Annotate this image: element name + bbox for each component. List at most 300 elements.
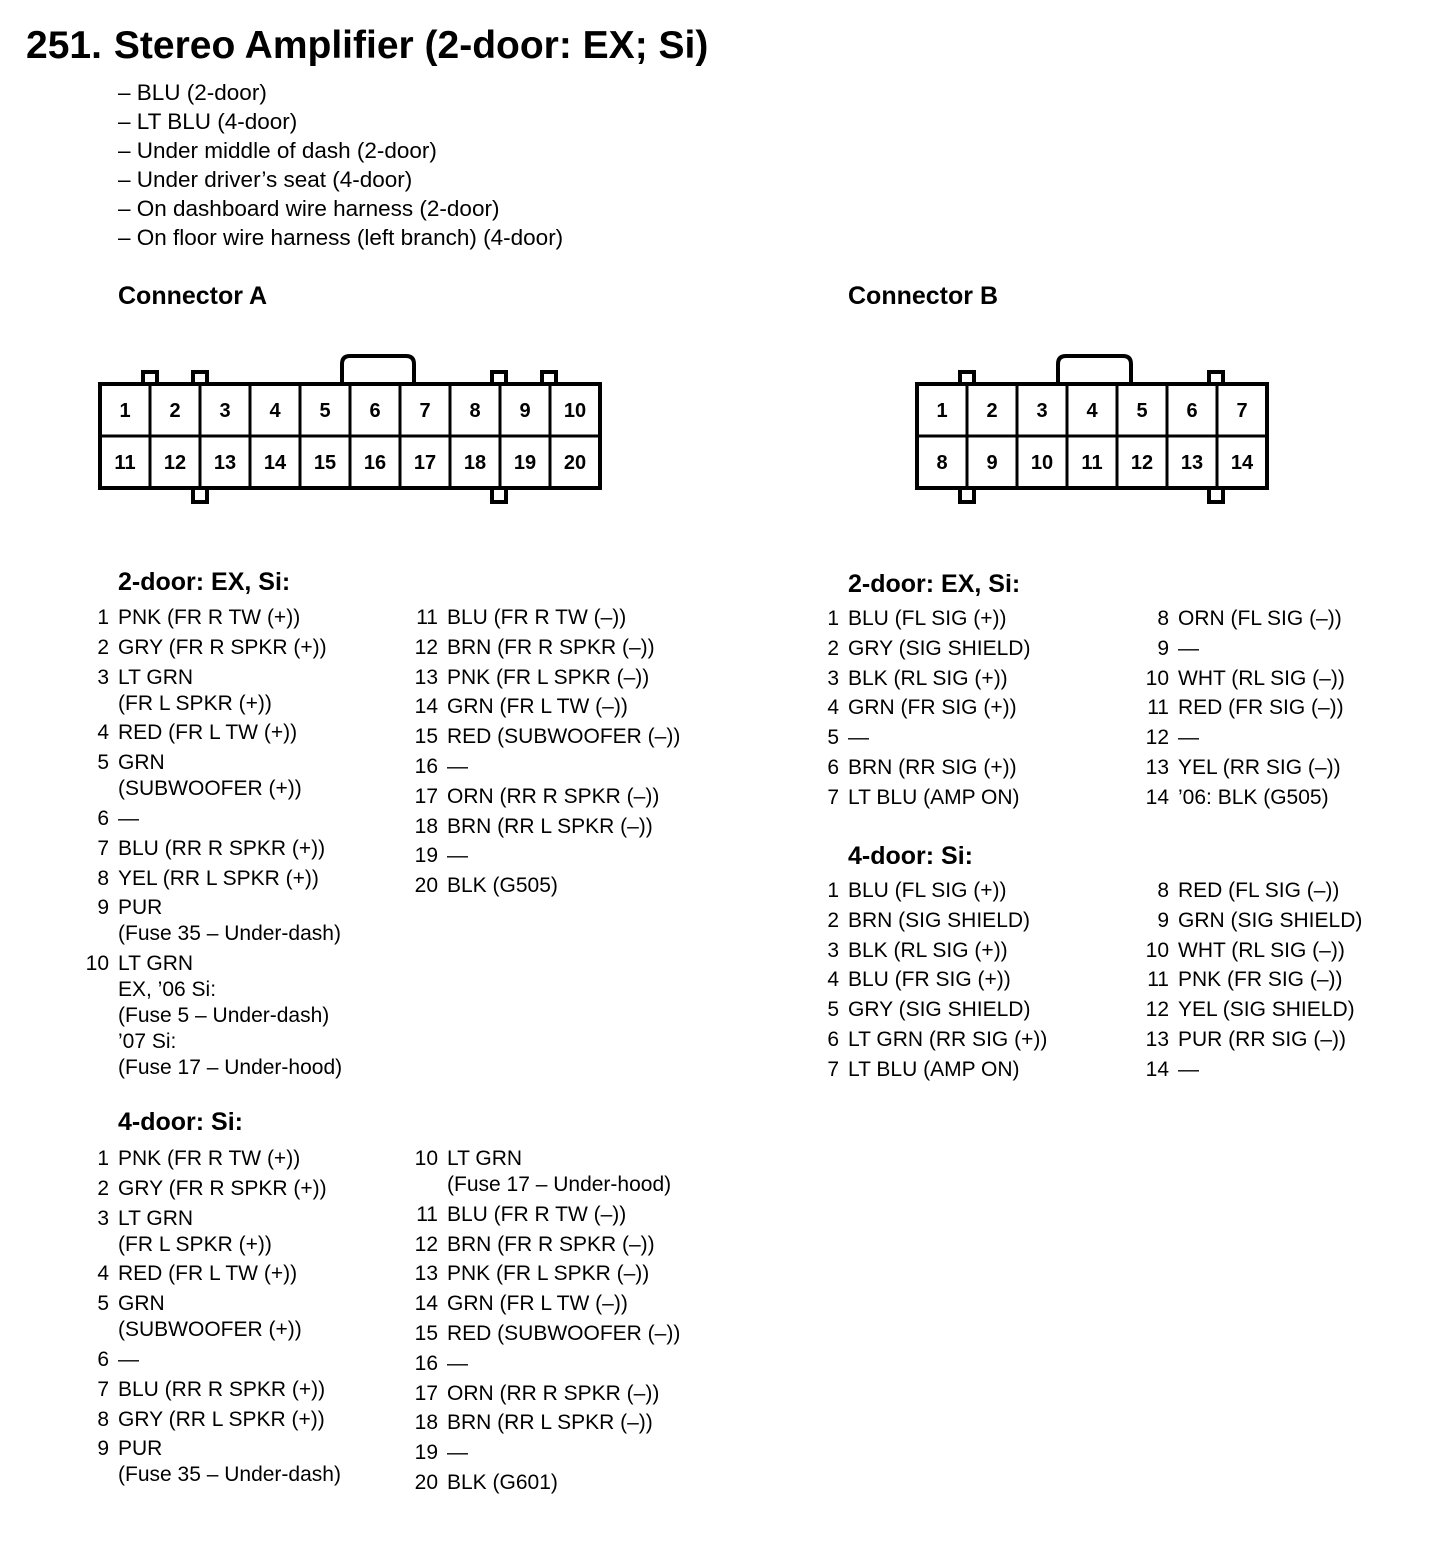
- pin-description-line: LT BLU (AMP ON): [848, 785, 1020, 809]
- pin-description-line: —: [118, 1347, 139, 1371]
- pin-description-line: YEL (RR SIG (–)): [1178, 755, 1341, 779]
- pin-entry: [414, 694, 680, 724]
- pin-number: 1: [97, 606, 109, 629]
- pin-description: [118, 1261, 341, 1287]
- pin-description: [447, 694, 680, 720]
- pin-description: [848, 997, 1047, 1023]
- info-line: – On floor wire harness (left branch) (4-door): [118, 225, 564, 250]
- pin-description-line: (Fuse 35 – Under-dash): [118, 1463, 341, 1487]
- pin-cell-label: 13: [213, 452, 237, 474]
- pin-description-line: RED (FR L TW (+)): [118, 721, 298, 745]
- pin-cell-label: 18: [463, 452, 487, 474]
- pin-number: 11: [1147, 968, 1169, 992]
- pin-entry: [97, 866, 342, 896]
- pin-description-line: YEL (SIG SHIELD): [1178, 998, 1355, 1022]
- pin-description: [1178, 997, 1362, 1023]
- pin-number: 1: [97, 1147, 109, 1170]
- pin-description-line: RED (SUBWOOFER (–)): [447, 1321, 681, 1345]
- pin-number: 12: [1145, 998, 1169, 1022]
- pin-description: [848, 666, 1030, 692]
- pin-entry: [414, 1146, 680, 1202]
- pin-number: 3: [97, 665, 109, 689]
- pin-description: [118, 806, 342, 832]
- pin-description: [1178, 1027, 1362, 1053]
- pin-description: [118, 605, 342, 631]
- pin-number: 9: [97, 1437, 109, 1461]
- pin-number: 15: [414, 1321, 438, 1345]
- pin-description: [447, 724, 680, 750]
- pin-number: 9: [1157, 636, 1169, 660]
- pin-cell-label: 14: [1230, 452, 1254, 474]
- pin-description: [118, 836, 342, 862]
- pin-cell-label: 15: [313, 452, 337, 474]
- pin-entry: [827, 666, 1030, 696]
- pin-description: [848, 695, 1030, 721]
- pin-entry: [414, 635, 680, 665]
- pin-description-line: YEL (RR L SPKR (+)): [118, 866, 319, 890]
- pin-number: 6: [97, 806, 109, 830]
- pin-description: [1178, 725, 1345, 751]
- pin-description-line: —: [447, 754, 468, 778]
- pin-description: [118, 866, 342, 892]
- pin-entry: [827, 785, 1030, 815]
- info-line: – Under middle of dash (2-door): [118, 138, 437, 163]
- pin-description-line: GRY (SIG SHIELD): [848, 636, 1031, 660]
- pin-number: 18: [414, 814, 438, 838]
- info-line: – LT BLU (4-door): [118, 109, 298, 134]
- pin-number: 1: [827, 607, 839, 630]
- pin-description: [1178, 938, 1362, 964]
- pin-description: [447, 843, 680, 869]
- pin-description-line: GRN (FR SIG (+)): [848, 696, 1017, 720]
- pin-description-line: (Fuse 5 – Under-dash): [118, 1004, 330, 1028]
- pin-description: [447, 605, 680, 631]
- pin-entry: [827, 938, 1047, 968]
- pin-description-line: —: [1178, 1057, 1199, 1081]
- pin-description-line: (Fuse 35 – Under-dash): [118, 922, 341, 946]
- pin-entry: [414, 724, 681, 754]
- pin-description-line: (SUBWOOFER (+)): [118, 777, 302, 801]
- pin-description: [447, 1410, 680, 1436]
- pin-description-line: RED (SUBWOOFER (–)): [447, 725, 681, 749]
- pin-description-line: PNK (FR L SPKR (–)): [447, 665, 650, 689]
- connector-a-2door-heading: 2-door: EX, Si:: [118, 568, 291, 596]
- pin-description-line: (Fuse 17 – Under-hood): [118, 1056, 343, 1080]
- pin-description-line: PUR: [118, 896, 163, 920]
- pin-cell-label: 11: [114, 452, 136, 474]
- pin-description: [447, 1440, 680, 1466]
- pin-cell-label: 6: [1186, 400, 1198, 422]
- pin-entry: [1145, 725, 1345, 755]
- pin-entry: [1145, 755, 1345, 785]
- pin-description: [447, 873, 680, 899]
- pin-entry: [414, 1291, 680, 1321]
- info-line: – Under driver’s seat (4-door): [118, 167, 413, 192]
- pin-entry: [414, 1410, 680, 1440]
- pin-entry: [414, 784, 680, 814]
- pin-cell-label: 5: [319, 400, 331, 422]
- pin-description-line: BRN (RR L SPKR (–)): [447, 1411, 653, 1435]
- pin-description-line: BRN (FR R SPKR (–)): [447, 1232, 655, 1256]
- pin-number: 4: [97, 721, 109, 745]
- pin-description: [848, 725, 1030, 751]
- pin-number: 13: [1145, 755, 1169, 779]
- pin-entry: [1145, 997, 1362, 1027]
- pin-description-line: BLU (FR R TW (–)): [447, 606, 627, 629]
- pin-cell-label: 19: [513, 452, 537, 474]
- pin-cell-label: 14: [263, 452, 287, 474]
- pin-description: [447, 784, 680, 810]
- pin-description: [447, 1351, 680, 1377]
- pin-description: [118, 1176, 341, 1202]
- pin-description-line: PUR (RR SIG (–)): [1178, 1027, 1346, 1051]
- connector-a-4door-pins-col2: [414, 1146, 681, 1500]
- pin-number: 6: [827, 755, 839, 779]
- pin-entry: [416, 1202, 680, 1232]
- pin-description-line: GRN (SIG SHIELD): [1178, 908, 1363, 932]
- pin-description-line: PNK (FR R TW (+)): [118, 1147, 301, 1170]
- pin-entry: [414, 1470, 680, 1500]
- pin-description-line: —: [118, 806, 139, 830]
- pin-cell-label: 6: [369, 400, 381, 422]
- pin-number: 5: [97, 1292, 109, 1316]
- pin-description-line: —: [848, 726, 869, 750]
- connector-a-label: Connector A: [118, 282, 268, 310]
- pin-number: 11: [416, 606, 438, 629]
- pin-description-line: ORN (RR R SPKR (–)): [447, 1381, 660, 1405]
- pin-description: [118, 1436, 341, 1488]
- pin-cell-label: 8: [936, 452, 948, 474]
- pin-number: 8: [97, 1407, 109, 1431]
- pin-description-line: BLU (FL SIG (+)): [848, 607, 1007, 630]
- pin-description-line: PNK (FR L SPKR (–)): [447, 1262, 650, 1286]
- pin-cell-label: 12: [163, 452, 187, 474]
- pin-cell-label: 5: [1136, 400, 1148, 422]
- pin-entry: [1157, 908, 1363, 938]
- pin-entry: [827, 997, 1047, 1027]
- pin-number: 16: [414, 1351, 438, 1375]
- pin-description: [118, 635, 342, 661]
- pin-number: 11: [1147, 696, 1169, 720]
- pin-description: [447, 1232, 680, 1258]
- pin-description-line: BRN (SIG SHIELD): [848, 908, 1031, 932]
- connector-latch: [1058, 356, 1131, 384]
- pin-number: 13: [1145, 1027, 1169, 1051]
- connector-b-2door-pins-col1: [827, 606, 1031, 815]
- pin-entry: [1145, 785, 1345, 815]
- pin-description: [1178, 755, 1345, 781]
- pin-number: 8: [97, 866, 109, 890]
- pin-entry: [97, 1377, 341, 1407]
- pin-entry: [414, 1440, 680, 1470]
- pin-description-line: —: [447, 844, 468, 868]
- pin-number: 17: [414, 1381, 438, 1405]
- pin-entry: [414, 1261, 680, 1291]
- pin-description-line: WHT (RL SIG (–)): [1178, 666, 1345, 690]
- pin-entry: [1157, 636, 1345, 666]
- pin-entry: [97, 895, 342, 951]
- pin-description: [447, 1470, 680, 1496]
- pin-description-line: LT GRN: [447, 1147, 523, 1170]
- pin-number: 19: [414, 1441, 438, 1465]
- pin-entry: [97, 1291, 341, 1347]
- pin-description: [447, 814, 680, 840]
- pin-description: [1178, 1057, 1362, 1083]
- pin-description-line: RED (FR L TW (+)): [118, 1262, 298, 1286]
- pin-number: 10: [1145, 938, 1169, 962]
- pin-number: 11: [416, 1202, 438, 1226]
- pin-entry: [827, 1027, 1048, 1057]
- pin-description: [1178, 695, 1345, 721]
- pin-description-line: GRY (FR R SPKR (+)): [118, 1176, 327, 1200]
- pin-description: [118, 750, 342, 802]
- connector-a-4door-pins-col1: [97, 1146, 341, 1492]
- pin-description: [118, 720, 342, 746]
- pin-number: 13: [414, 665, 438, 689]
- pin-entry: [1147, 967, 1362, 997]
- pin-description-line: LT BLU (AMP ON): [848, 1057, 1020, 1081]
- pin-number: 17: [414, 784, 438, 808]
- pin-description-line: —: [447, 1351, 468, 1375]
- pin-cell-label: 10: [1030, 452, 1054, 474]
- pin-entry: [97, 1436, 341, 1492]
- pin-entry: [827, 695, 1030, 725]
- pin-description-line: ’07 Si:: [118, 1030, 177, 1054]
- pin-entry: [414, 754, 680, 784]
- pin-entry: [414, 843, 680, 873]
- pin-description-line: BLK (G505): [447, 874, 558, 898]
- pin-entry: [1145, 666, 1345, 696]
- pin-entry: [414, 873, 680, 903]
- pin-entry: [97, 1407, 341, 1437]
- connector-a-2door-pins-col1: [85, 605, 343, 1085]
- pin-description-line: ORN (FL SIG (–)): [1178, 607, 1342, 630]
- pin-description-line: —: [1178, 636, 1199, 660]
- pin-number: 7: [827, 1057, 839, 1081]
- pin-cell-label: 16: [363, 452, 387, 474]
- pin-number: 14: [414, 695, 438, 719]
- page-number: 251.: [26, 24, 102, 67]
- pin-description: [1178, 967, 1362, 993]
- pin-description-line: (SUBWOOFER (+)): [118, 1318, 302, 1342]
- pin-description-line: RED (FR SIG (–)): [1178, 696, 1344, 720]
- page-title-text: Stereo Amplifier (2-door: EX; Si): [113, 24, 709, 67]
- connector-b-4door-heading: 4-door: Si:: [848, 842, 973, 870]
- info-line: – BLU (2-door): [118, 80, 267, 105]
- pin-description: [447, 1261, 680, 1287]
- pin-description-line: BRN (RR SIG (+)): [848, 755, 1017, 779]
- pin-entry: [827, 755, 1030, 785]
- pin-cell-label: 3: [219, 400, 231, 422]
- pin-number: 4: [827, 696, 839, 720]
- pin-entry: [1145, 938, 1362, 968]
- pin-description-line: BLU (FL SIG (+)): [848, 879, 1007, 902]
- pin-entry: [97, 1146, 341, 1176]
- pin-number: 3: [827, 938, 839, 962]
- pin-entry: [827, 967, 1047, 997]
- pin-number: 4: [97, 1262, 109, 1286]
- pin-cell-label: 4: [269, 400, 281, 422]
- pin-number: 2: [827, 908, 839, 932]
- pin-number: 19: [414, 844, 438, 868]
- pin-cell-label: 9: [986, 452, 998, 474]
- pin-number: 14: [1145, 1057, 1169, 1081]
- pin-number: 2: [97, 1176, 109, 1200]
- pin-description: [447, 1321, 680, 1347]
- pin-description-line: GRN (FR L TW (–)): [447, 695, 628, 719]
- pin-number: 3: [97, 1206, 109, 1230]
- pin-number: 15: [414, 725, 438, 749]
- pin-entry: [1145, 1057, 1362, 1087]
- pin-number: 7: [97, 1377, 109, 1401]
- pin-number: 12: [1145, 726, 1169, 750]
- pin-description-line: —: [447, 1441, 468, 1465]
- pin-description-line: LT GRN: [118, 665, 194, 689]
- pin-number: 5: [827, 998, 839, 1022]
- pin-cell-label: 4: [1086, 400, 1098, 422]
- pin-description: [118, 1206, 341, 1258]
- pin-description: [848, 785, 1030, 811]
- pin-cell-label: 3: [1036, 400, 1048, 422]
- pin-description: [1178, 666, 1345, 692]
- pin-entry: [97, 665, 342, 721]
- pin-entry: [414, 665, 680, 695]
- connector-b-diagram: [913, 350, 1273, 508]
- pin-cell-label: 12: [1130, 452, 1154, 474]
- pin-description: [118, 665, 342, 717]
- pin-description-line: LT GRN (RR SIG (+)): [848, 1027, 1048, 1051]
- pin-entry: [414, 1321, 681, 1351]
- pin-description-line: BLU (RR R SPKR (+)): [118, 836, 326, 860]
- pin-description-line: GRY (SIG SHIELD): [848, 998, 1031, 1022]
- pin-entry: [97, 605, 342, 635]
- pin-description-line: GRY (RR L SPKR (+)): [118, 1407, 325, 1431]
- pin-description: [118, 1377, 341, 1403]
- pin-number: 1: [827, 879, 839, 902]
- pin-description-line: —: [1178, 726, 1199, 750]
- pin-description: [848, 967, 1047, 993]
- pin-number: 7: [827, 785, 839, 809]
- pin-cell-label: 1: [936, 400, 948, 422]
- pin-cell-label: 17: [413, 452, 437, 474]
- connector-a-4door-heading: 4-door: Si:: [118, 1108, 243, 1136]
- pin-number: 6: [97, 1347, 109, 1371]
- pin-number: 14: [1145, 785, 1169, 809]
- pin-description-line: PUR: [118, 1437, 163, 1461]
- pin-description-line: GRN (FR L TW (–)): [447, 1292, 628, 1316]
- pin-description-line: BLK (RL SIG (+)): [848, 938, 1008, 962]
- pin-entry: [827, 1057, 1047, 1087]
- pin-entry: [414, 1232, 680, 1262]
- pin-description-line: BLK (G601): [447, 1470, 558, 1494]
- pin-number: 13: [414, 1262, 438, 1286]
- pin-entry: [85, 951, 343, 1085]
- pin-description: [118, 1146, 341, 1172]
- pin-description: [1178, 636, 1345, 662]
- pin-description-line: WHT (RL SIG (–)): [1178, 938, 1345, 962]
- pin-cell-label: 9: [519, 400, 531, 422]
- connector-b-2door-pins-col2: [1145, 606, 1345, 815]
- pin-description-line: RED (FL SIG (–)): [1178, 879, 1340, 902]
- pin-entry: [97, 1206, 341, 1262]
- pin-description: [447, 754, 680, 780]
- pin-description: [848, 606, 1030, 632]
- pin-description-line: GRN: [118, 1292, 165, 1316]
- connector-b-4door-pins-col1: [827, 878, 1048, 1087]
- pin-entry: [416, 605, 680, 635]
- pin-cell-label: 7: [1236, 400, 1248, 422]
- pin-number: 12: [414, 635, 438, 659]
- pin-description-line: GRY (FR R SPKR (+)): [118, 635, 327, 659]
- pin-entry: [414, 814, 680, 844]
- info-line: – On dashboard wire harness (2-door): [118, 196, 500, 221]
- pin-description-line: BLU (FR R TW (–)): [447, 1202, 627, 1226]
- pin-number: 3: [827, 666, 839, 690]
- pin-number: 5: [827, 726, 839, 750]
- pin-entry: [97, 836, 342, 866]
- pin-number: 8: [1157, 879, 1169, 902]
- pin-cell-label: 7: [419, 400, 431, 422]
- pin-number: 9: [1157, 908, 1169, 932]
- pin-number: 16: [414, 754, 438, 778]
- pin-number: 2: [827, 636, 839, 660]
- pin-description-line: BLU (RR R SPKR (+)): [118, 1377, 326, 1401]
- pin-entry: [827, 878, 1047, 908]
- pin-entry: [97, 1261, 341, 1291]
- pin-description: [1178, 878, 1362, 904]
- pin-cell-label: 8: [469, 400, 481, 422]
- pin-description: [848, 908, 1047, 934]
- pin-description-line: (FR L SPKR (+)): [118, 1232, 272, 1256]
- pin-number: 10: [1145, 666, 1169, 690]
- pin-entry: [827, 908, 1047, 938]
- pin-entry: [414, 1351, 680, 1381]
- pin-number: 12: [414, 1232, 438, 1256]
- pin-description: [848, 938, 1047, 964]
- pin-entry: [97, 1347, 341, 1377]
- pin-description: [1178, 908, 1362, 934]
- pin-number: 20: [414, 1470, 438, 1494]
- pin-description-line: LT GRN: [118, 952, 194, 976]
- connector-latch: [342, 356, 414, 384]
- pin-description: [848, 636, 1030, 662]
- pin-description-line: GRN: [118, 751, 165, 775]
- pin-entry: [827, 606, 1030, 636]
- pin-entry: [827, 636, 1031, 666]
- pin-description: [447, 1146, 680, 1198]
- pin-description-line: PNK (FR SIG (–)): [1178, 968, 1343, 992]
- pin-cell-label: 20: [563, 452, 587, 474]
- pin-entry: [1157, 606, 1345, 636]
- connector-b-label: Connector B: [848, 282, 998, 310]
- pin-entry: [97, 1176, 341, 1206]
- pin-description-line: EX, ’06 Si:: [118, 978, 217, 1002]
- pin-description: [447, 1291, 680, 1317]
- pin-description-line: (Fuse 17 – Under-hood): [447, 1173, 672, 1196]
- pin-description: [848, 878, 1047, 904]
- pin-description: [447, 635, 680, 661]
- pin-entry: [827, 725, 1030, 755]
- pin-description-line: LT GRN: [118, 1206, 194, 1230]
- pin-description: [118, 1407, 341, 1433]
- pin-description: [1178, 606, 1345, 632]
- pin-description: [118, 951, 342, 1081]
- pin-description: [1178, 785, 1345, 811]
- pin-description-line: ’06: BLK (G505): [1178, 785, 1329, 809]
- pin-cell-label: 2: [169, 400, 181, 422]
- page-title: [26, 24, 708, 68]
- pin-entry: [97, 635, 342, 665]
